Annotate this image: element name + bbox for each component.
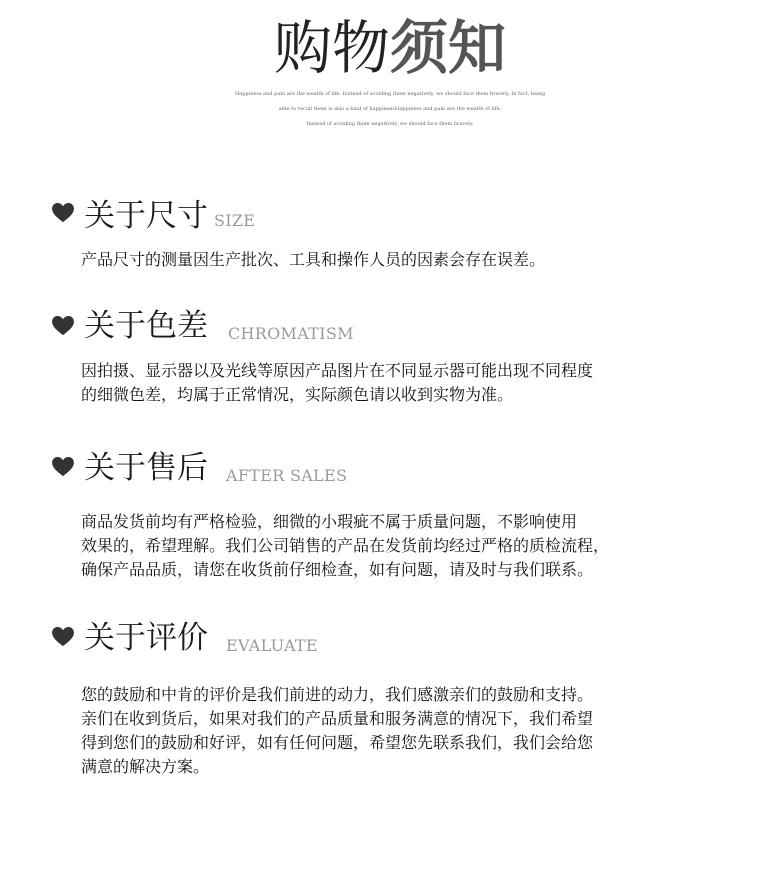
section-title: 关于尺寸 — [84, 198, 208, 234]
section-body — [81, 683, 701, 779]
section-subtitle: CHROMATISM — [228, 324, 354, 343]
page-title-light: 购物 — [273, 14, 390, 82]
section-title: 关于色差 — [84, 308, 208, 344]
page-title — [0, 16, 780, 80]
page-title-bold: 须知 — [390, 14, 507, 82]
section-subtitle: SIZE — [214, 211, 256, 230]
body-line: 得到您们的鼓励和好评，如有任何问题，希望您先联系我们，我们会给您 — [81, 733, 594, 752]
section-title: 关于评价 — [84, 620, 208, 656]
body-line: 产品尺寸的测量因生产批次、工具和操作人员的因素会存在误差。 — [81, 250, 546, 269]
body-line: 您的鼓励和中肯的评价是我们前进的动力，我们感激亲们的鼓励和支持。 — [81, 685, 594, 704]
tagline-line-2: able to recall them is also a kind of happinessHappiness and pain are the wealth of life. — [278, 106, 502, 112]
body-line: 商品发货前均有严格检验，细微的小瑕疵不属于质量问题，不影响使用 — [81, 512, 578, 531]
body-line: 满意的解决方案。 — [81, 757, 210, 776]
body-line: 确保产品品质，请您在收货前仔细检查，如有问题，请及时与我们联系。 — [81, 560, 594, 579]
heart-icon — [52, 457, 74, 477]
heart-icon — [52, 316, 74, 336]
section-body — [81, 248, 701, 272]
section-subtitle: EVALUATE — [226, 636, 318, 655]
section-body — [81, 359, 701, 407]
body-line: 的细微色差，均属于正常情况，实际颜色请以收到实物为准。 — [81, 385, 514, 404]
section-subtitle: AFTER SALES — [226, 466, 348, 485]
body-line: 亲们在收到货后，如果对我们的产品质量和服务满意的情况下，我们希望 — [81, 709, 594, 728]
body-line: 因拍摄、显示器以及光线等原因产品图片在不同显示器可能出现不同程度 — [81, 361, 594, 380]
section-body — [81, 510, 701, 582]
heart-icon — [52, 203, 74, 223]
body-line: 效果的，希望理解。我们公司销售的产品在发货前均经过严格的质检流程， — [81, 536, 610, 555]
tagline-line-1: Happiness and pain are the wealth of life. Instead of avoiding them negatively, we should face them bravely. In fact, being — [234, 91, 546, 97]
tagline-line-3: Instead of avoiding them negatively, we should face them bravely. — [306, 121, 474, 127]
heart-icon — [52, 627, 74, 647]
section-title: 关于售后 — [84, 450, 208, 486]
